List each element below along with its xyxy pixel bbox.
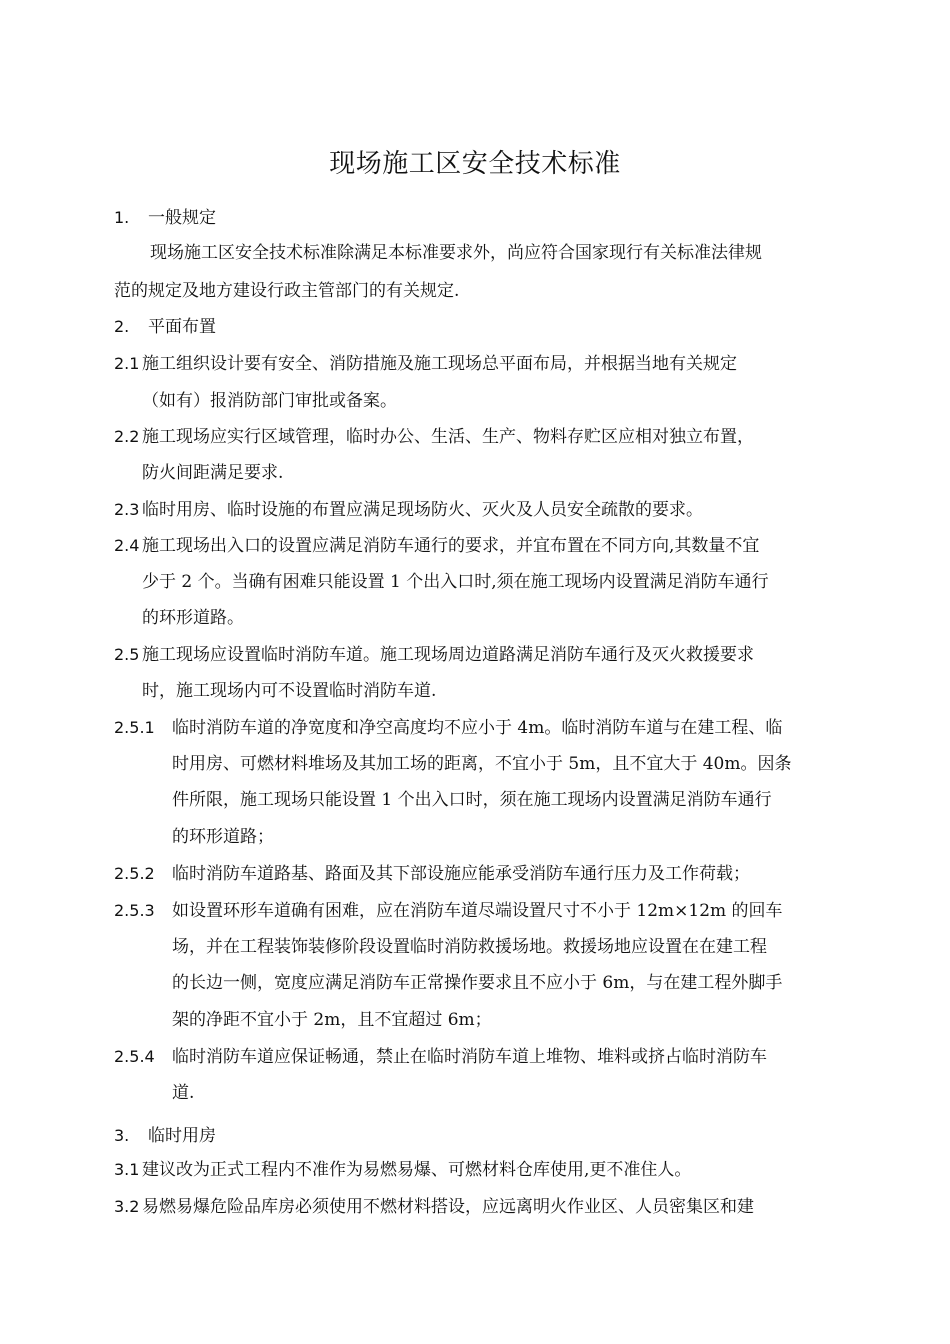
item-3-1-line: 建议改为正式工程内不准作为易燃易爆、可燃材料仓库使用,更不准住人。 (142, 1160, 692, 1180)
item-2-4-line: 施工现场出入口的设置应满足消防车通行的要求，并宜布置在不同方向,其数量不宜 (142, 536, 760, 556)
section-1-heading: 一般规定 (148, 208, 216, 228)
section-1-para-line: 现场施工区安全技术标准除满足本标准要求外，尚应符合国家现行有关标准法律规 (150, 243, 762, 263)
subitem-2-5-1-line: 临时消防车道的净宽度和净空高度均不应小于 4m。临时消防车道与在建工程、临 (172, 718, 783, 738)
item-3-2-number: 3.2 (114, 1197, 140, 1216)
item-2-3-number: 2.3 (114, 500, 140, 519)
subitem-2-5-3-line: 架的净距不宜小于 2m，且不宜超过 6m； (172, 1010, 492, 1030)
item-2-3-line: 临时用房、临时设施的布置应满足现场防火、灭火及人员安全疏散的要求。 (142, 500, 703, 520)
item-2-4-line: 的环形道路。 (142, 608, 244, 628)
section-3-number: 3. (114, 1126, 130, 1145)
subitem-2-5-3-number: 2.5.3 (114, 901, 155, 920)
subitem-2-5-1-line: 件所限，施工现场只能设置 1 个出入口时，须在施工现场内设置满足消防车通行 (172, 790, 772, 810)
subitem-2-5-4-line: 道. (172, 1083, 195, 1103)
item-2-5-line: 时，施工现场内可不设置临时消防车道. (142, 681, 437, 701)
section-2-number: 2. (114, 317, 130, 336)
item-2-1-line: （如有）报消防部门审批或备案。 (142, 391, 397, 411)
subitem-2-5-3-line: 场，并在工程装饰装修阶段设置临时消防救援场地。救援场地应设置在在建工程 (172, 937, 767, 957)
subitem-2-5-3-line: 的长边一侧，宽度应满足消防车正常操作要求且不应小于 6m，与在建工程外脚手 (172, 973, 783, 993)
section-1-number: 1. (114, 208, 130, 227)
item-2-2-line: 施工现场应实行区域管理，临时办公、生活、生产、物料存贮区应相对独立布置， (142, 427, 754, 447)
subitem-2-5-1-line: 的环形道路； (172, 827, 274, 847)
item-2-4-number: 2.4 (114, 536, 140, 555)
section-1-para-line: 范的规定及地方建设行政主管部门的有关规定. (114, 281, 460, 301)
item-2-5-number: 2.5 (114, 645, 140, 664)
item-2-1-number: 2.1 (114, 354, 140, 373)
item-3-1-number: 3.1 (114, 1160, 140, 1179)
subitem-2-5-1-line: 时用房、可燃材料堆场及其加工场的距离，不宜小于 5m，且不宜大于 40m。因条 (172, 754, 792, 774)
subitem-2-5-1-number: 2.5.1 (114, 718, 155, 737)
subitem-2-5-4-number: 2.5.4 (114, 1047, 155, 1066)
subitem-2-5-3-line: 如设置环形车道确有困难，应在消防车道尽端设置尺寸不小于 12m×12m 的回车 (172, 901, 783, 921)
subitem-2-5-4-line: 临时消防车道应保证畅通，禁止在临时消防车道上堆物、堆料或挤占临时消防车 (172, 1047, 767, 1067)
subitem-2-5-2-number: 2.5.2 (114, 864, 155, 883)
item-2-4-line: 少于 2 个。当确有困难只能设置 1 个出入口时,须在施工现场内设置满足消防车通行 (142, 572, 769, 592)
section-3-heading: 临时用房 (148, 1126, 216, 1146)
item-2-2-number: 2.2 (114, 427, 140, 446)
document-title: 现场施工区安全技术标准 (329, 149, 621, 179)
item-2-2-line: 防火间距满足要求. (142, 463, 284, 483)
section-2-heading: 平面布置 (148, 317, 216, 337)
item-3-2-line: 易燃易爆危险品库房必须使用不燃材料搭设，应远离明火作业区、人员密集区和建 (142, 1197, 754, 1217)
item-2-1-line: 施工组织设计要有安全、消防措施及施工现场总平面布局，并根据当地有关规定 (142, 354, 737, 374)
item-2-5-line: 施工现场应设置临时消防车道。施工现场周边道路满足消防车通行及灭火救援要求 (142, 645, 754, 665)
subitem-2-5-2-line: 临时消防车道路基、路面及其下部设施应能承受消防车通行压力及工作荷载； (172, 864, 750, 884)
